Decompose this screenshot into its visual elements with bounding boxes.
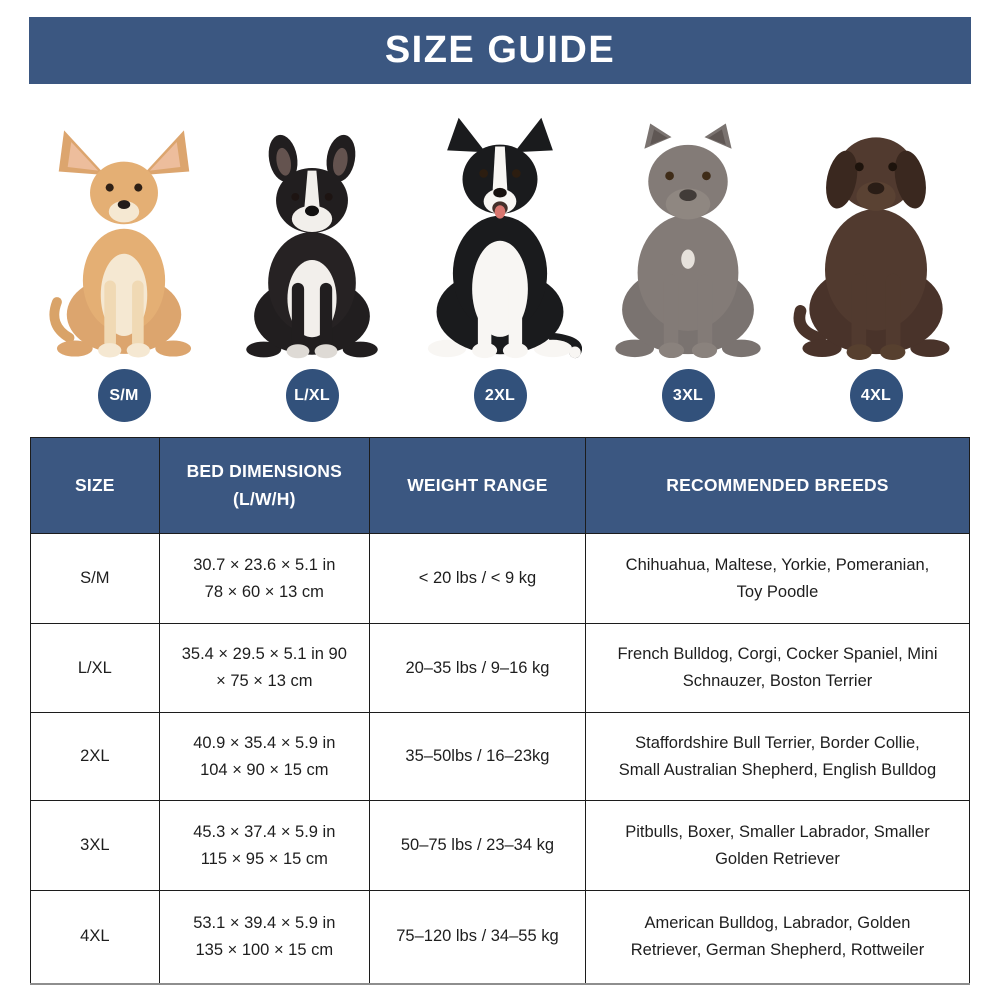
- size-guide-banner: [29, 17, 971, 84]
- column-header-breeds: RECOMMENDED BREEDS: [585, 438, 969, 534]
- weight-cell: < 20 lbs / < 9 kg: [369, 534, 585, 624]
- size-cell: S/M: [31, 534, 160, 624]
- dimensions-cell: 35.4 × 29.5 × 5.1 in 90 × 75 × 13 cm: [159, 624, 369, 713]
- weight-cell: 50–75 lbs / 23–34 kg: [369, 801, 585, 891]
- dimensions-cell: 30.7 × 23.6 × 5.1 in 78 × 60 × 13 cm: [159, 534, 369, 624]
- dog-column-3xl: [594, 90, 782, 422]
- breeds-cell: Pitbulls, Boxer, Smaller Labrador, Smaller Golden Retriever: [585, 801, 969, 891]
- size-guide-table: [30, 437, 970, 985]
- size-badge-sm: S/M: [98, 369, 151, 422]
- breeds-cell: French Bulldog, Corgi, Cocker Spaniel, Mini Schnauzer, Boston Terrier: [585, 624, 969, 713]
- weight-cell: 75–120 lbs / 34–55 kg: [369, 891, 585, 984]
- page-title: SIZE GUIDE: [384, 29, 616, 71]
- table-row-4xl: [31, 891, 970, 984]
- border-collie-dog-image: [418, 90, 582, 360]
- weight-cell: 20–35 lbs / 9–16 kg: [369, 624, 585, 713]
- size-cell: 3XL: [31, 801, 160, 891]
- labrador-dog-image: [792, 90, 960, 360]
- breeds-cell: Chihuahua, Maltese, Yorkie, Pomeranian, Toy Poodle: [585, 534, 969, 624]
- column-header-size: SIZE: [31, 438, 160, 534]
- dog-column-4xl: [782, 90, 970, 422]
- table-header-row: [31, 438, 970, 534]
- dog-column-sm: [30, 90, 218, 422]
- table-row-3xl: [31, 801, 970, 891]
- size-cell: 2XL: [31, 713, 160, 801]
- size-cell: 4XL: [31, 891, 160, 984]
- dimensions-cell: 53.1 × 39.4 × 5.9 in 135 × 100 × 15 cm: [159, 891, 369, 984]
- weight-cell: 35–50lbs / 16–23kg: [369, 713, 585, 801]
- breeds-cell: Staffordshire Bull Terrier, Border Collie, Small Australian Shepherd, English Bulldog: [585, 713, 969, 801]
- size-badge-lxl: L/XL: [286, 369, 339, 422]
- table-row-sm: [31, 534, 970, 624]
- column-header-dimensions: BED DIMENSIONS (L/W/H): [159, 438, 369, 534]
- breeds-cell: American Bulldog, Labrador, Golden Retriever, German Shepherd, Rottweiler: [585, 891, 969, 984]
- dog-column-2xl: [406, 90, 594, 422]
- table-row-2xl: [31, 713, 970, 801]
- french-bulldog-dog-image: [237, 90, 387, 360]
- size-badge-4xl: 4XL: [850, 369, 903, 422]
- size-cell: L/XL: [31, 624, 160, 713]
- staffordshire-terrier-dog-image: [605, 90, 771, 360]
- chihuahua-dog-image: [48, 90, 200, 360]
- dimensions-cell: 45.3 × 37.4 × 5.9 in 115 × 95 × 15 cm: [159, 801, 369, 891]
- table-row-lxl: [31, 624, 970, 713]
- dimensions-cell: 40.9 × 35.4 × 5.9 in 104 × 90 × 15 cm: [159, 713, 369, 801]
- dog-column-lxl: [218, 90, 406, 422]
- column-header-weight: WEIGHT RANGE: [369, 438, 585, 534]
- size-badge-3xl: 3XL: [662, 369, 715, 422]
- size-badge-2xl: 2XL: [474, 369, 527, 422]
- dogs-row: [30, 90, 970, 422]
